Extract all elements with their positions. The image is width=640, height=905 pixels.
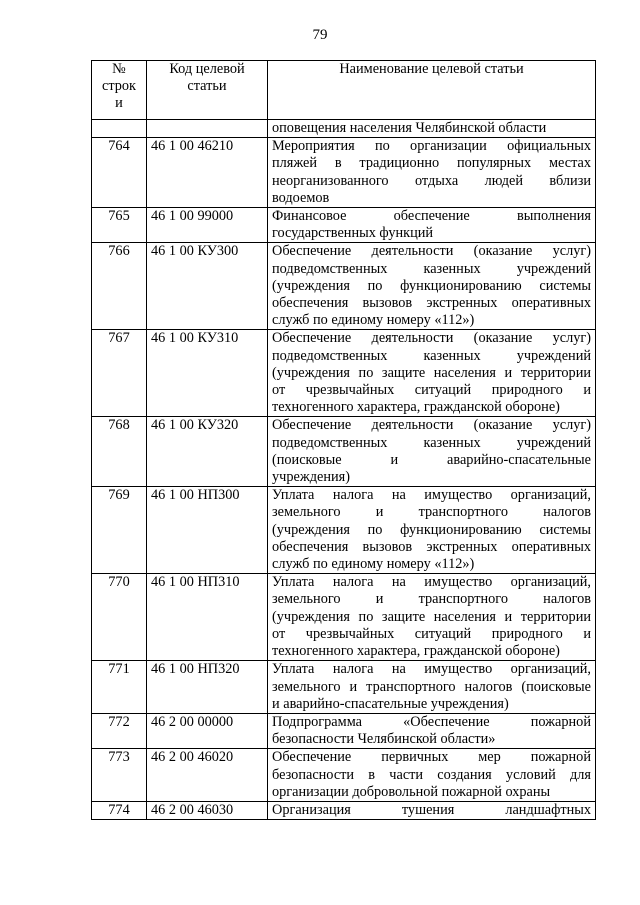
article-name	[268, 487, 596, 574]
header-row-number-label: № строк и	[101, 61, 136, 112]
article-code: 46 1 00 КУ320	[147, 417, 268, 487]
article-name-line: Обеспечение деятельности (оказание услуг)	[272, 417, 591, 434]
article-code: 46 1 00 НП310	[147, 574, 268, 661]
article-name-line: (учреждения по защите населения и территории	[272, 364, 591, 381]
row-number: 774	[92, 801, 147, 819]
article-name-line: Обеспечение деятельности (оказание услуг)	[272, 243, 591, 260]
header-article-name-label: Наименование целевой статьи	[339, 61, 524, 77]
article-name-line: подведомственных казенных учреждений	[272, 260, 591, 277]
article-name-line: государственных функций	[272, 225, 434, 242]
article-code: 46 1 00 46210	[147, 138, 268, 208]
article-name	[268, 574, 596, 661]
article-name-line: учреждения)	[272, 469, 350, 486]
article-name-line: безопасности Челябинской области»	[272, 731, 496, 748]
article-name-line: (учреждения по функционированию системы	[272, 277, 591, 294]
article-name-line: оповещения населения Челябинской области	[272, 120, 547, 136]
article-name-line: организации добровольной пожарной охраны	[272, 783, 551, 800]
article-name	[268, 417, 596, 487]
article-name-line: (учреждения по функционированию системы	[272, 521, 591, 538]
article-name-line: (поисковые и аварийно-спасательные	[272, 451, 591, 468]
table-row	[92, 574, 596, 661]
article-name-line: Мероприятия по организации официальных	[272, 138, 591, 155]
table-row	[92, 801, 596, 819]
article-name-line: техногенного характера, гражданской обороне)	[272, 643, 560, 660]
article-code	[147, 120, 268, 138]
row-number: 770	[92, 574, 147, 661]
row-number: 767	[92, 330, 147, 417]
table-row	[92, 713, 596, 748]
article-name-line: земельного и транспортного налогов (поисковые	[272, 678, 591, 695]
table-row	[92, 417, 596, 487]
article-name-line: земельного и транспортного налогов	[272, 591, 591, 608]
table-row	[92, 487, 596, 574]
table-body	[92, 120, 596, 820]
article-code: 46 2 00 00000	[147, 713, 268, 748]
page-number: 79	[312, 27, 328, 43]
article-name-line: безопасности в части создания условий для	[272, 766, 591, 783]
article-name	[268, 208, 596, 243]
table-row	[92, 208, 596, 243]
row-number	[92, 120, 147, 138]
header-article-code	[147, 61, 268, 120]
table-row	[92, 661, 596, 714]
article-code: 46 1 00 НП320	[147, 661, 268, 714]
article-name-line: Уплата налога на имущество организаций,	[272, 574, 591, 591]
row-number: 768	[92, 417, 147, 487]
article-name	[268, 749, 596, 802]
article-name-line: служб по единому номеру «112»)	[272, 312, 475, 329]
article-name	[268, 330, 596, 417]
row-number: 765	[92, 208, 147, 243]
table-row	[92, 330, 596, 417]
article-name-line: техногенного характера, гражданской обороне)	[272, 399, 560, 416]
target-articles-table	[91, 60, 596, 820]
article-name	[268, 713, 596, 748]
article-code: 46 1 00 КУ300	[147, 243, 268, 330]
article-name-line: подведомственных казенных учреждений	[272, 347, 591, 364]
article-code: 46 2 00 46030	[147, 801, 268, 819]
table-row	[92, 138, 596, 208]
article-name-line: Обеспечение деятельности (оказание услуг)	[272, 330, 591, 347]
row-number: 772	[92, 713, 147, 748]
article-name-line: Уплата налога на имущество организаций,	[272, 487, 591, 504]
article-name-line: обеспечения вызовов экстренных оперативных	[272, 295, 591, 312]
table-header-row	[92, 61, 596, 120]
article-name-line: и аварийно-спасательные учреждения)	[272, 695, 509, 712]
row-number: 773	[92, 749, 147, 802]
article-name-line: (учреждения по защите населения и территории	[272, 608, 591, 625]
row-number: 764	[92, 138, 147, 208]
article-name-line: Уплата налога на имущество организаций,	[272, 661, 591, 678]
article-name-line: обеспечения вызовов экстренных оперативных	[272, 538, 591, 555]
article-name-line: Обеспечение первичных мер пожарной	[272, 749, 591, 766]
article-name-line: Подпрограмма «Обеспечение пожарной	[272, 713, 591, 730]
header-row-number	[92, 61, 147, 120]
row-number: 771	[92, 661, 147, 714]
header-article-code-label: Код целевой статьи	[169, 61, 245, 95]
table-row	[92, 243, 596, 330]
article-name	[268, 243, 596, 330]
article-name-line: Организация тушения ландшафтных	[272, 801, 591, 818]
table-row	[92, 749, 596, 802]
article-name-line: водоемов	[272, 189, 330, 206]
article-name-line: от чрезвычайных ситуаций природного и	[272, 625, 591, 642]
article-name-line: подведомственных казенных учреждений	[272, 434, 591, 451]
article-name	[268, 801, 596, 819]
article-code: 46 1 00 99000	[147, 208, 268, 243]
article-name	[268, 138, 596, 208]
article-code: 46 1 00 НП300	[147, 487, 268, 574]
article-code: 46 2 00 46020	[147, 749, 268, 802]
header-article-name	[268, 61, 596, 120]
article-name	[268, 120, 596, 138]
article-code: 46 1 00 КУ310	[147, 330, 268, 417]
article-name-line: земельного и транспортного налогов	[272, 504, 591, 521]
article-name-line: служб по единому номеру «112»)	[272, 556, 475, 573]
article-name-line: неорганизованного отдыха людей вблизи	[272, 172, 591, 189]
article-name-line: от чрезвычайных ситуаций природного и	[272, 382, 591, 399]
row-number: 766	[92, 243, 147, 330]
article-name-line: Финансовое обеспечение выполнения	[272, 208, 591, 225]
article-name-line: пляжей в традиционно популярных местах	[272, 155, 591, 172]
article-name	[268, 661, 596, 714]
row-number: 769	[92, 487, 147, 574]
table-row	[92, 120, 596, 138]
